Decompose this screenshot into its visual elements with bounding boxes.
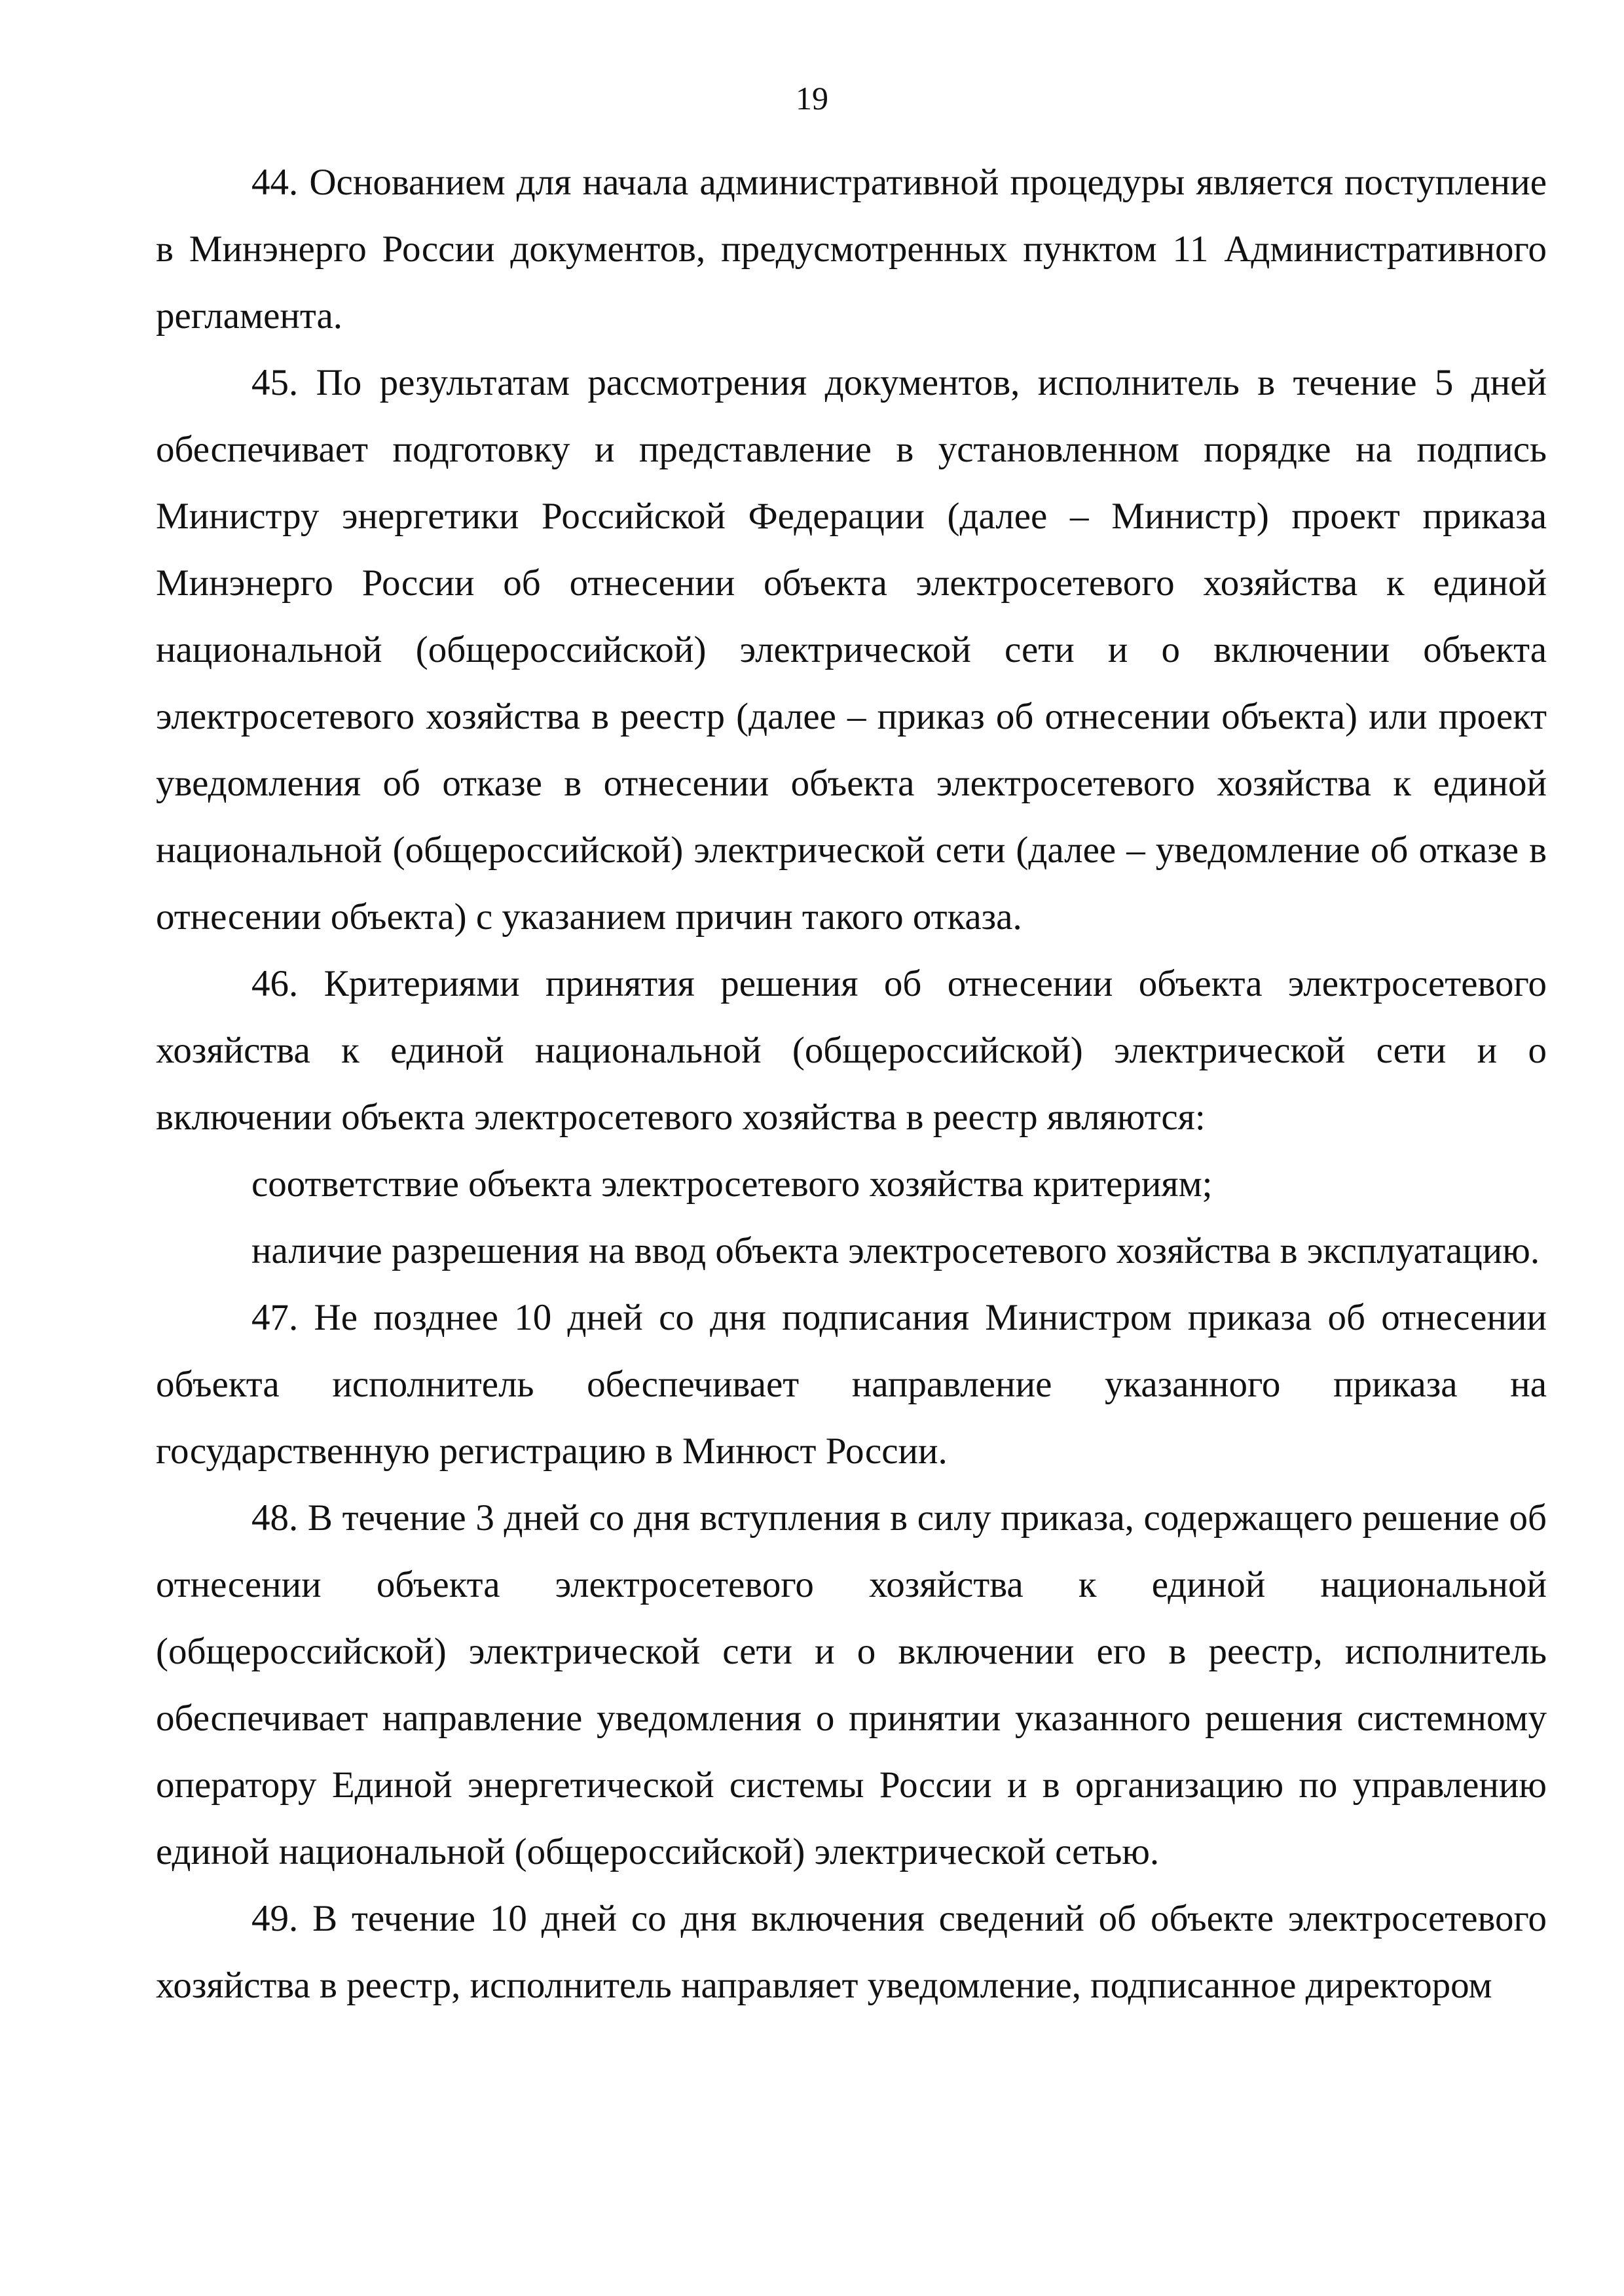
paragraph-46-criterion-2: наличие разрешения на ввод объекта электросетевого хозяйства в эксплуатацию. <box>251 1230 1540 1271</box>
paragraph-46: 46. Критериями принятия решения об отнесении объекта электросетевого хозяйства к единой национальной (общероссийской) электрической сети и о включении объекта электросетевого хозяйства в реестр являются: <box>156 963 1547 1138</box>
page-number: 19 <box>796 80 828 117</box>
paragraph-49: 49. В течение 10 дней со дня включения сведений об объекте электросетевого хозяйства в реестр, исполнитель направляет уведомление, подписанное директором <box>156 1898 1547 2006</box>
paragraph-45: 45. По результатам рассмотрения документов, исполнитель в течение 5 дней обеспечивает подготовку и представление в установленном порядке на подпись Министру энергетики Российской Федерации (далее – Министр) проект приказа Минэнерго России об отнесении объекта электросетевого хозяйства к единой национальной (общероссийской) электрической сети и о включении объекта электросетевого хозяйства в реестр (далее – приказ об отнесении объекта) или проект уведомления об отказе в отнесении объекта электросетевого хозяйства к единой национальной (общероссийской) электрической сети (далее – уведомление об отказе в отнесении объекта) с указанием причин такого отказа. <box>156 362 1547 938</box>
paragraph-48: 48. В течение 3 дней со дня вступления в силу приказа, содержащего решение об отнесении объекта электросетевого хозяйства к единой национальной (общероссийской) электрической сети и о включении его в реестр, исполнитель обеспечивает направление уведомления о принятии указанного решения системному оператору Единой энергетической системы России и в организацию по управлению единой национальной (общероссийской) электрической сетью. <box>156 1497 1547 1872</box>
document-body <box>156 149 1547 2019</box>
paragraph-47: 47. Не позднее 10 дней со дня подписания Министром приказа об отнесении объекта исполнитель обеспечивает направление указанного приказа на государственную регистрацию в Минюст России. <box>156 1297 1547 1472</box>
paragraph-46-criterion-1: соответствие объекта электросетевого хозяйства критериям; <box>251 1163 1213 1205</box>
paragraph-44: 44. Основанием для начала административной процедуры является поступление в Минэнерго России документов, предусмотренных пунктом 11 Административного регламента. <box>156 162 1547 337</box>
